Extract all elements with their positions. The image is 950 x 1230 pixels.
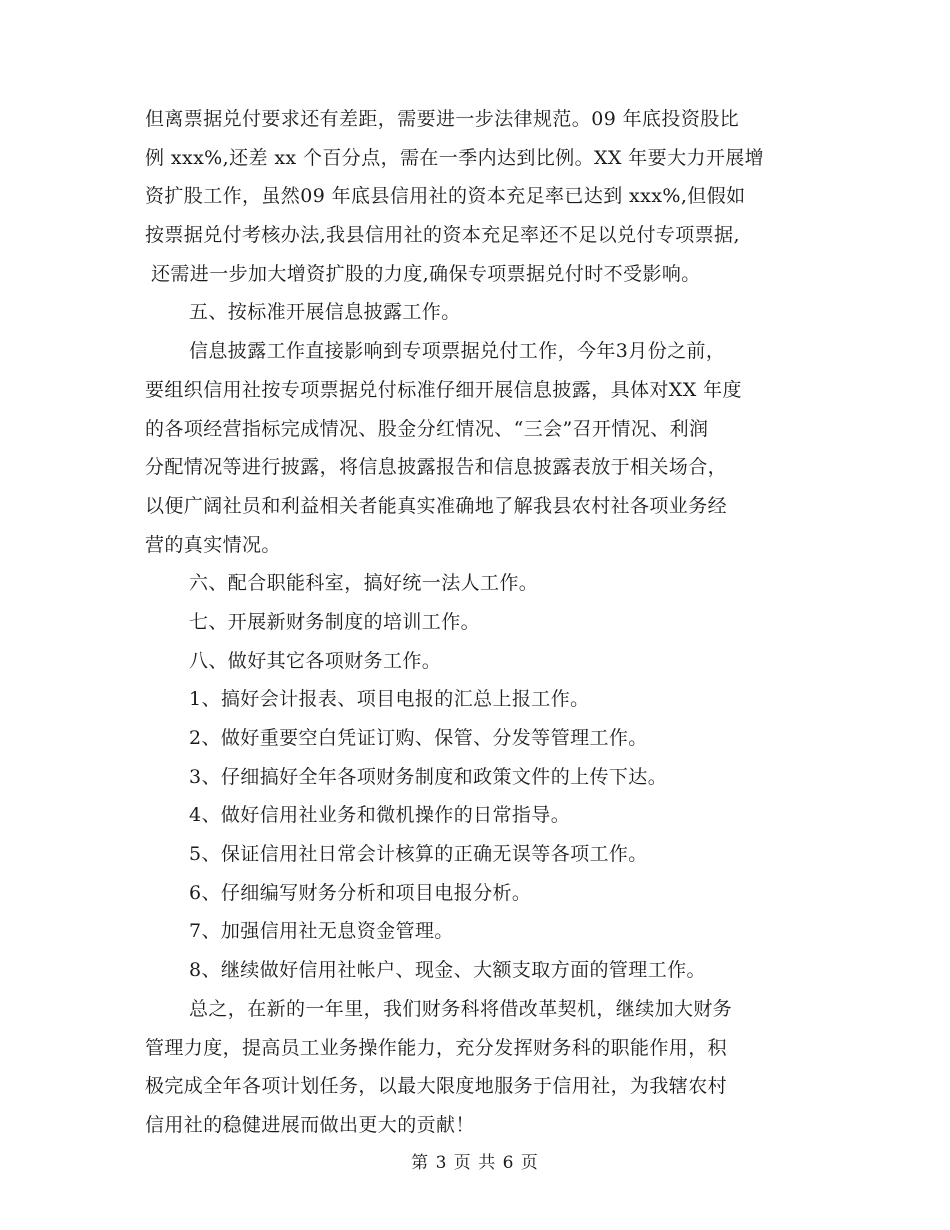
paragraph-line: 要组织信用社按专项票据兑付标准仔细开展信息披露，具体对XX 年度 — [145, 378, 742, 401]
paragraph-line: 管理力度，提高员工业务操作能力，充分发挥财务科的职能作用，积 — [145, 1036, 728, 1059]
paragraph-line: 营的真实情况。 — [145, 533, 281, 556]
document-body — [145, 107, 815, 1152]
list-item: 3、仔细搞好全年各项财务制度和政策文件的上传下达。 — [189, 765, 668, 788]
paragraph-line: 的各项经营指标完成情况、股金分红情况、“三会”召开情况、利润 — [145, 417, 709, 440]
list-item: 6、仔细编写财务分析和项目电报分析。 — [189, 881, 532, 904]
list-item: 1、搞好会计报表、项目电报的汇总上报工作。 — [189, 688, 590, 711]
paragraph-line: 还需进一步加大增资扩股的力度,确保专项票据兑付时不受影响。 — [151, 262, 701, 285]
list-item: 7、加强信用社无息资金管理。 — [189, 920, 454, 943]
list-item: 8、继续做好信用社帐户、现金、大额支取方面的管理工作。 — [189, 959, 706, 982]
paragraph-line: 资扩股工作，虽然09 年底县信用社的资本充足率已达到 xxx%,但假如 — [145, 185, 746, 208]
paragraph-line: 按票据兑付考核办法,我县信用社的资本充足率还不足以兑付专项票据, — [145, 224, 740, 247]
paragraph-line: 例 xxx%,还差 xx 个百分点，需在一季内达到比例。XX 年要大力开展增 — [145, 146, 765, 169]
paragraph-line: 但离票据兑付要求还有差距，需要进一步法律规范。09 年底投资股比 — [145, 108, 740, 130]
paragraph-line: 总之，在新的一年里，我们财务科将借改革契机，继续加大财务 — [189, 997, 733, 1020]
paragraph-line: 极完成全年各项计划任务，以最大限度地服务于信用社，为我辖农村 — [145, 1075, 728, 1098]
section-heading: 八、做好其它各项财务工作。 — [189, 649, 442, 672]
paragraph-line: 信息披露工作直接影响到专项票据兑付工作，今年3月份之前， — [189, 340, 726, 363]
page-number-footer: 第 3 页 共 6 页 — [411, 1153, 539, 1173]
section-heading: 五、按标准开展信息披露工作。 — [189, 301, 461, 324]
section-heading: 六、配合职能科室，搞好统一法人工作。 — [189, 572, 539, 595]
paragraph-line: 以便广阔社员和利益相关者能真实准确地了解我县农村社各项业务经 — [145, 494, 728, 517]
paragraph-line: 信用社的稳健进展而做出更大的贡献！ — [145, 1113, 475, 1136]
list-item: 2、做好重要空白凭证订购、保管、分发等管理工作。 — [189, 727, 648, 749]
section-heading: 七、开展新财务制度的培训工作。 — [189, 610, 481, 633]
paragraph-line: 分配情况等进行披露，将信息披露报告和信息披露表放于相关场合， — [145, 456, 728, 479]
list-item: 4、做好信用社业务和微机操作的日常指导。 — [189, 804, 571, 827]
list-item: 5、保证信用社日常会计核算的正确无误等各项工作。 — [189, 843, 648, 866]
